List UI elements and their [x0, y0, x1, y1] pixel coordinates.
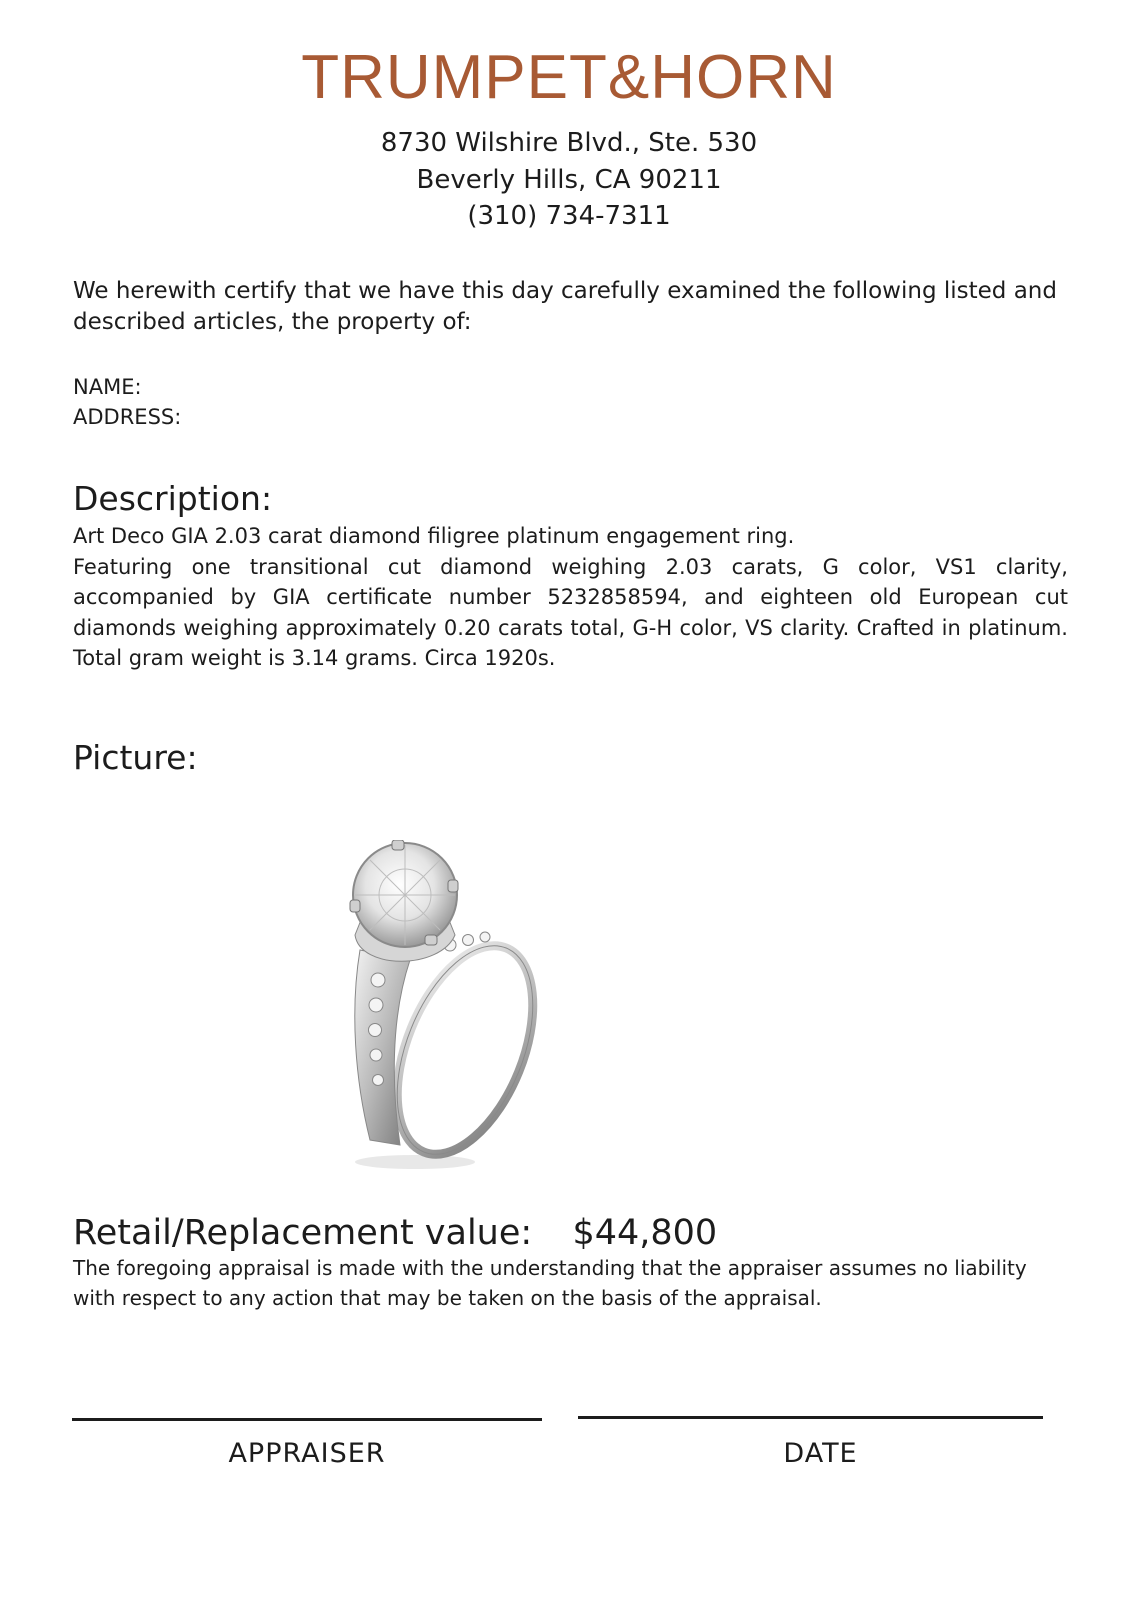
description-first-line: Art Deco GIA 2.03 carat diamond filigree platinum engagement ring.: [73, 524, 795, 548]
appraiser-signature-line: [72, 1418, 542, 1421]
picture-heading: Picture:: [73, 738, 198, 777]
address-line-1: 8730 Wilshire Blvd., Ste. 530: [380, 128, 758, 158]
valuation-row: [73, 1212, 717, 1254]
appraiser-label: APPRAISER: [228, 1438, 386, 1469]
ring-photo: [330, 840, 560, 1180]
description-heading: Description:: [73, 479, 273, 518]
description-text: [73, 521, 1068, 674]
appraisal-disclaimer: The foregoing appraisal is made with the understanding that the appraiser assumes no liability with respect to any action that may be taken on the basis of the appraisal.: [73, 1256, 1027, 1310]
date-signature-line: [578, 1416, 1043, 1419]
brand-logo: TRUMPET&HORN: [301, 43, 837, 112]
address-line-2: Beverly Hills, CA 90211: [416, 165, 722, 195]
date-label: DATE: [783, 1438, 858, 1469]
name-label: NAME:: [73, 375, 142, 399]
address-label: ADDRESS:: [73, 405, 182, 429]
certification-statement: We herewith certify that we have this day carefully examined the following listed and described articles, the property of:: [73, 278, 1057, 335]
valuation-label: Retail/Replacement value:: [73, 1213, 533, 1253]
valuation-amount: $44,800: [572, 1213, 718, 1253]
phone-number: (310) 734-7311: [467, 201, 671, 231]
description-body: Featuring one transitional cut diamond weighing 2.03 carats, G color, VS1 clarity, accompanied by GIA certificate number 5232858594, and eighteen old European cut diamonds weighing approximately 0.20 carats total, G-H color, VS clarity. Crafted in platinum. Total gram weight is 3.14 grams. Circa 1920s.: [73, 554, 1068, 670]
